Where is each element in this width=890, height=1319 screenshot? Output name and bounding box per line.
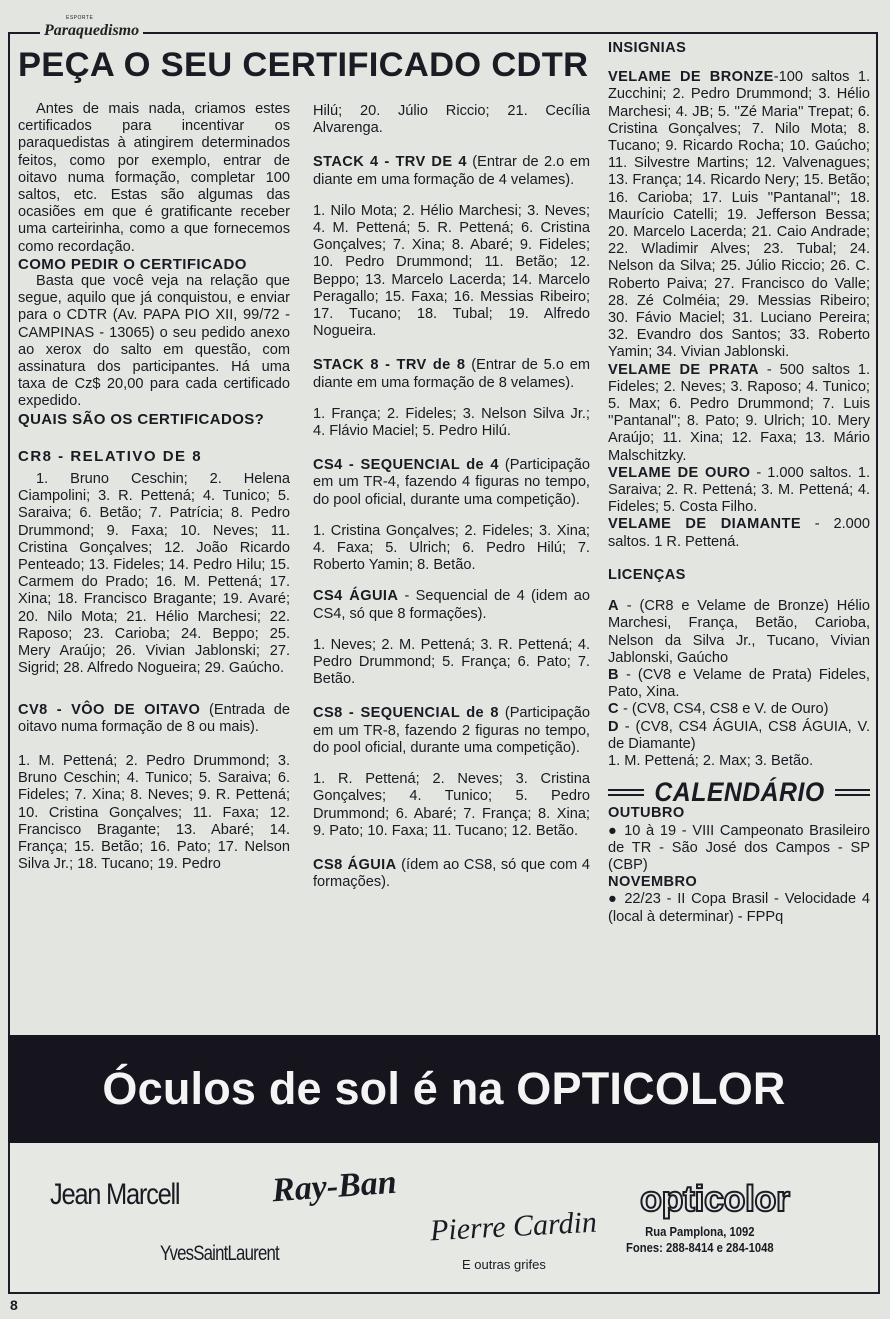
bronze-block xyxy=(608,69,870,361)
pierre-cardin-logo: Pierre Cardin xyxy=(429,1205,598,1248)
licenca-d-desc: - (CV8, CS4 ÁGUIA, CS8 ÁGUIA, V. de Diamante) xyxy=(608,718,871,752)
cs4-block xyxy=(313,457,590,509)
cs8-aguia-desc: (ídem ao CS8, só que com 4 formações). xyxy=(313,856,590,891)
prata-desc: - 500 saltos xyxy=(766,361,850,378)
calendario-heading xyxy=(608,777,870,808)
stack4-heading: STACK 4 - TRV DE 4 xyxy=(313,154,467,171)
store-address: Rua Pamplona, 1092 xyxy=(645,1225,755,1239)
cv8-list-continued: Hilú; 20. Júlio Riccio; 21. Cecília Alvarenga. xyxy=(313,103,590,137)
section-tag xyxy=(40,22,143,40)
insignias-heading: INSIGNIAS xyxy=(608,40,687,56)
month-novembro: NOVEMBRO xyxy=(608,874,698,891)
stack8-block xyxy=(313,357,590,391)
como-heading: COMO PEDIR O CERTIFICADO xyxy=(18,255,247,273)
stack8-heading: STACK 8 - TRV de 8 xyxy=(313,357,466,374)
licenca-b-label: B xyxy=(608,666,619,683)
month-outubro: OUTUBRO xyxy=(608,805,685,822)
page-number: 8 xyxy=(10,1297,18,1313)
cs4-aguia-heading: CS4 ÁGUIA xyxy=(313,588,399,605)
section-name: Paraquedismo xyxy=(44,22,140,39)
quais-heading: QUAIS SÃO OS CERTIFICADOS? xyxy=(18,410,265,428)
licenca-d xyxy=(608,719,870,753)
stack8-list: 1. França; 2. Fideles; 3. Nelson Silva Jr.; 4. Flávio Maciel; 5. Pedro Hilú. xyxy=(313,405,590,440)
cs8-desc: (Participação em um TR-8, fazendo 2 figuras no tempo, do pool oficial, durante uma competição). xyxy=(313,705,590,756)
store-phones: Fones: 288-8414 e 284-1048 xyxy=(626,1241,774,1255)
bronze-heading: VELAME DE BRONZE xyxy=(608,69,774,86)
ysl-logo: YvesSaintLaurent xyxy=(160,1242,279,1265)
licenca-c-label: C xyxy=(608,701,619,718)
cs8-list: 1. R. Pettená; 2. Neves; 3. Cristina Gonçalves; 4. Tunico; 5. Pedro Drummond; 6. Abaré; 7. França; 8. Xina; 9. Pato; 10. Faxa; 11. Tucano; 12. Betão. xyxy=(313,771,590,839)
intro-paragraph: Antes de mais nada, criamos estes certificados para incentivar os paraquedistas à atingirem determinados feitos, como por exemplo, entrar de oitavo numa formação, completar 100 saltos, etc. Estas são algumas das ocasiões em que é gratificante receber uma carteirinha, como a que fornecemos como recordação. xyxy=(18,101,290,255)
licenca-b xyxy=(608,667,870,701)
como-paragraph: Basta que você veja na relação que segue, aquilo que já conquistou, e enviar para o CDTR (Av. PAPA PIO XII, 99/72 - CAMPINAS - 13065) o seu pedido anexo ao xerox do salto em questão, com assinatura dos participantes. Há uma taxa de Cz$ 20,00 para cada certificado expedido. xyxy=(18,273,290,410)
cv8-list: 1. M. Pettená; 2. Pedro Drummond; 3. Bruno Ceschin; 4. Tunico; 5. Saraiva; 6. Fideles; 7. Xina; 8. Neves; 9. R. Pettená; 10. Cristina Gonçalves; 11. Faxa; 12. Francisco Bragante; 13. Abaré; 14. França; 15. Betão; 16. Pato; 17. Nelson Silva Jr.; 18. Tucano; 19. Pedro xyxy=(18,752,290,873)
diamante-heading: VELAME DE DIAMANTE xyxy=(608,516,801,533)
page-title: PEÇA O SEU CERTIFICADO CDTR xyxy=(18,46,589,84)
prata-heading: VELAME DE PRATA xyxy=(608,361,759,378)
cr8-heading: CR8 - RELATIVO DE 8 xyxy=(18,447,203,465)
opticolor-logo: opticolor xyxy=(640,1178,790,1219)
event-outubro-text: 10 à 19 - VIII Campeonato Brasileiro de TR - São José dos Campos - SP (CBP) xyxy=(608,822,870,873)
bullet-icon: ● xyxy=(608,822,625,839)
cr8-list: 1. Bruno Ceschin; 2. Helena Ciampolini; 3. R. Pettená; 4. Tunico; 5. Saraiva; 6. Betão; 7. Patrícia; 8. Pedro Drummond; 9. Faxa; 10. Neves; 11. Cristina Gonçalves; 12. João Ricardo Penteado; 13. Fideles; 14. Pedro Hilu; 15. Carmem do Prado; 16. M. Pettená; 17. Xina; 18. Francisco Bragante; 19. Avaré; 20. Nilo Mota; 21. Hélio Marchesi; 22. Raposo; 23. Carioba; 24. Beppo; 25. Mery Araújo; 26. Vivian Jablonski; 27. Sigrid; 28. Alfredo Nogueira; 29. Gaúcho. xyxy=(18,471,290,677)
cv8-desc: (Entrada de oitavo numa formação de 8 ou mais). xyxy=(18,701,290,735)
ad-headline-band xyxy=(8,1035,880,1143)
stack4-block xyxy=(313,154,590,188)
cs4-aguia-block xyxy=(313,588,590,622)
column-1 xyxy=(18,101,290,873)
divider xyxy=(835,789,871,796)
licenca-c-desc: - (CV8, CS4, CS8 e V. de Ouro) xyxy=(623,701,829,718)
other-brands-text: E outras grifes xyxy=(462,1257,546,1272)
stack4-desc: (Entrar de 2.o em diante em uma formação de 4 velames). xyxy=(313,154,590,188)
store-contact xyxy=(626,1224,774,1256)
bullet-icon: ● xyxy=(608,891,625,908)
stack4-list: 1. Nilo Mota; 2. Hélio Marchesi; 3. Neves; 4. M. Pettená; 5. R. Pettená; 6. Cristina Gonçalves; 7. Xina; 8. Abaré; 9. Fideles; 10. Pedro Drummond; 11. Betão; 12. Beppo; 13. Marcelo Lacerda; 14. Marcelo Peragallo; 15. Faxa; 16. Messias Ribeiro; 17. Tucano; 18. Tubal; 19. Alfredo Nogueira. xyxy=(313,202,590,340)
bronze-desc: -100 saltos xyxy=(773,69,850,86)
licenca-b-desc: - (CV8 e Velame de Prata) Fideles, Pato, Xina. xyxy=(608,666,870,701)
cv8-block xyxy=(18,702,290,736)
bronze-list: 1. Zucchini; 2. Pedro Drummond; 3. Hélio Marchesi; 4. JB; 5. ''Zé Maria'' Trepat; 6. Cristina Gonçalves; 7. Nilo Mota; 8. Tucano; 9. Ricardo Rocha; 10. Gaúcho; 11. Silvestre Martins; 12. Valvenagues; 13. França; 14. Ricardo Nery; 15. Betão; 16. Carioba; 17. Luis ''Pantanal''; 18. Maurício Catelli; 19. Jefferson Bessa; 20. Marcelo Lacerda; 21. Caio Andrade; 22. Wladimir Alves; 23. Tubal; 24. Nelson da Silva; 25. Júlio Riccio; 26. C. Roberto Paiva; 27. Francisco do Valle; 28. Zé Colméia; 29. Messias Ribeiro; 30. Fávio Maciel; 31. Luciano Pereira; 32. Evandro dos Santos; 33. Roberto Yamin; 34. Vivian Jablonski. xyxy=(608,69,871,361)
diamante-desc: - 2.000 saltos. 1 R. Pettená. xyxy=(608,516,870,550)
calendario-title: CALENDÁRIO xyxy=(653,777,825,808)
section-kicker: ESPORTE xyxy=(66,15,94,21)
cs8-heading: CS8 - SEQUENCIAL de 8 xyxy=(313,705,499,722)
cs4-list: 1. Cristina Gonçalves; 2. Fideles; 3. Xina; 4. Faxa; 5. Ulrich; 6. Pedro Hilú; 7. Roberto Yamin; 8. Betão. xyxy=(313,522,590,574)
jean-marcell-logo: Jean Marcell xyxy=(50,1178,180,1211)
ad-headline: Óculos de sol é na OPTICOLOR xyxy=(102,1063,786,1114)
licenca-c xyxy=(608,701,870,718)
cs8-aguia-heading: CS8 ÁGUIA xyxy=(313,856,397,873)
cs4-aguia-list: 1. Neves; 2. M. Pettená; 3. R. Pettená; 4. Pedro Drummond; 5. França; 6. Pato; 7. Betão. xyxy=(313,636,590,688)
prata-list: 1. Fideles; 2. Neves; 3. Raposo; 4. Tunico; 5. Max; 6. Pedro Drummond; 7. Luis ''Pantanal''; 8. Pato; 9. Ulrich; 10. Mery Araújo; 11. Xina; 12. Faxa; 13. Mário Malschitzky. xyxy=(608,361,870,464)
ray-ban-logo: Ray-Ban xyxy=(270,1163,398,1210)
cs4-heading: CS4 - SEQUENCIAL de 4 xyxy=(313,457,499,474)
licencas-heading: LICENÇAS xyxy=(608,566,686,583)
prata-block xyxy=(608,362,870,465)
licenca-d-label: D xyxy=(608,718,619,735)
diamante-block xyxy=(608,516,870,550)
stack8-desc: (Entrar de 5.o em diante em uma formação de 8 velames). xyxy=(313,357,591,391)
licenca-list: 1. M. Pettená; 2. Max; 3. Betão. xyxy=(608,752,814,769)
event-novembro-text: 22/23 - II Copa Brasil - Velocidade 4 (local à determinar) - FPPq xyxy=(608,891,870,925)
ouro-desc: - 1.000 saltos. 1. Saraiva; 2. R. Pettená; 3. M. Pettená; 4. Fideles; 5. Costa Filho. xyxy=(608,464,870,516)
event-outubro xyxy=(608,823,870,875)
cs8-block xyxy=(313,705,590,757)
column-2 xyxy=(313,103,590,891)
licenca-a-label: A xyxy=(608,598,619,615)
cs4-aguia-desc: - Sequencial de 4 (idem ao CS4, só que 8 formações). xyxy=(313,588,590,622)
event-novembro xyxy=(608,891,870,925)
divider xyxy=(608,789,644,796)
cs4-desc: (Participação em um TR-4, fazendo 4 figuras no tempo, do pool oficial, durante uma competição). xyxy=(313,457,590,508)
cv8-heading: CV8 - VÔO DE OITAVO xyxy=(18,701,201,718)
ouro-heading: VELAME DE OURO xyxy=(608,464,751,481)
cs8-aguia-block xyxy=(313,857,590,891)
column-3 xyxy=(608,40,870,926)
licenca-a-desc: - (CR8 e Velame de Bronze) Hélio Marchesi, França, Betão, Carioba, Nelson da Silva Jr., Tucano, Vivian Jablonski, Gaúcho xyxy=(608,598,870,666)
licenca-a xyxy=(608,598,870,667)
ouro-block xyxy=(608,465,870,517)
